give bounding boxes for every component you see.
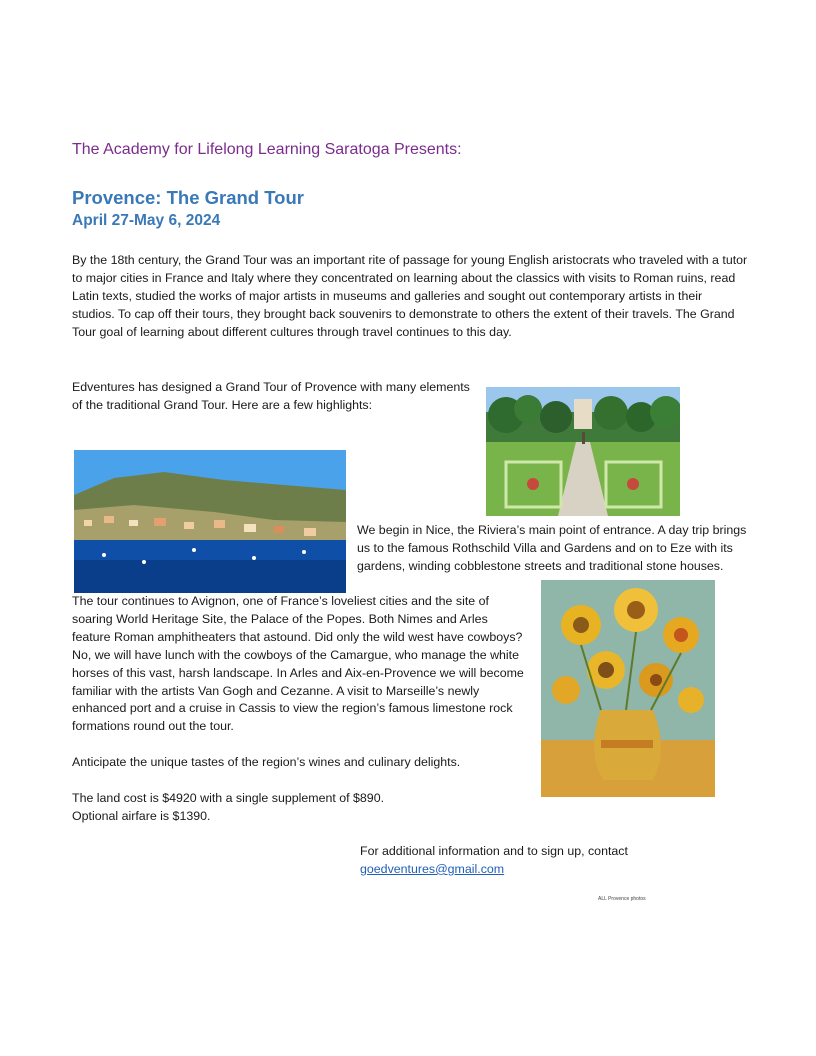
cost-block	[72, 790, 492, 826]
airfare-cost: Optional airfare is $1390.	[72, 808, 211, 823]
contact-text: For additional information and to sign up, contact	[360, 844, 628, 858]
intro-paragraph: By the 18th century, the Grand Tour was an important rite of passage for young English aristocrats who traveled with a tutor to major cities in France and Italy where they concentrated on learning about the classics with visits to Roman ruins, read Latin texts, studied the works of major artists in museums and galleries and sought out contemporary artists in their studios. To cap off their tours, they brought back souvenirs to demonstrate to others the extent of their travels. The Grand Tour goal of learning about different cultures through travel continues to this day.	[72, 253, 748, 339]
sunflowers-painting	[541, 580, 715, 797]
tour-dates: April 27-May 6, 2024	[72, 212, 221, 229]
nice-paragraph: We begin in Nice, the Riviera’s main point of entrance. A day trip brings us to the famous Rothschild Villa and Gardens and on to Eze with its gardens, winding cobblestone streets and traditional stone houses.	[357, 523, 747, 573]
tour-title: Provence: The Grand Tour	[72, 187, 304, 208]
photo-credit: ALL Provence photos	[598, 896, 646, 902]
contact-block	[360, 843, 700, 879]
land-cost: The land cost is $4920 with a single supplement of $890.	[72, 791, 385, 805]
presenter-heading: The Academy for Lifelong Learning Saratoga Presents:	[72, 141, 462, 158]
riviera-harbor-photo	[74, 450, 346, 593]
email-link[interactable]: goedventures@gmail.com	[360, 861, 505, 876]
tour-paragraph: The tour continues to Avignon, one of France’s loveliest cities and the site of soaring World Heritage Site, the Palace of the Popes. Both Nimes and Arles feature Roman amphitheaters that astound. Did only the wild west have cowboys? No, we will have lunch with the cowboys of the Camargue, who manage the white horses of this vast, harsh landscape. In Arles and Aix-en-Provence we will become familiar with the artists Van Gogh and Cezanne. A visit to Marseille’s newly enhanced port and a cruise in Cassis to view the region’s famous limestone rock formations round out the tour.	[72, 594, 524, 734]
highlights-intro: Edventures has designed a Grand Tour of Provence with many elements of the traditional Grand Tour. Here are a few highlights:	[72, 380, 470, 412]
cuisine-paragraph: Anticipate the unique tastes of the region’s wines and culinary delights.	[72, 755, 461, 769]
rothschild-garden-photo	[486, 387, 680, 516]
